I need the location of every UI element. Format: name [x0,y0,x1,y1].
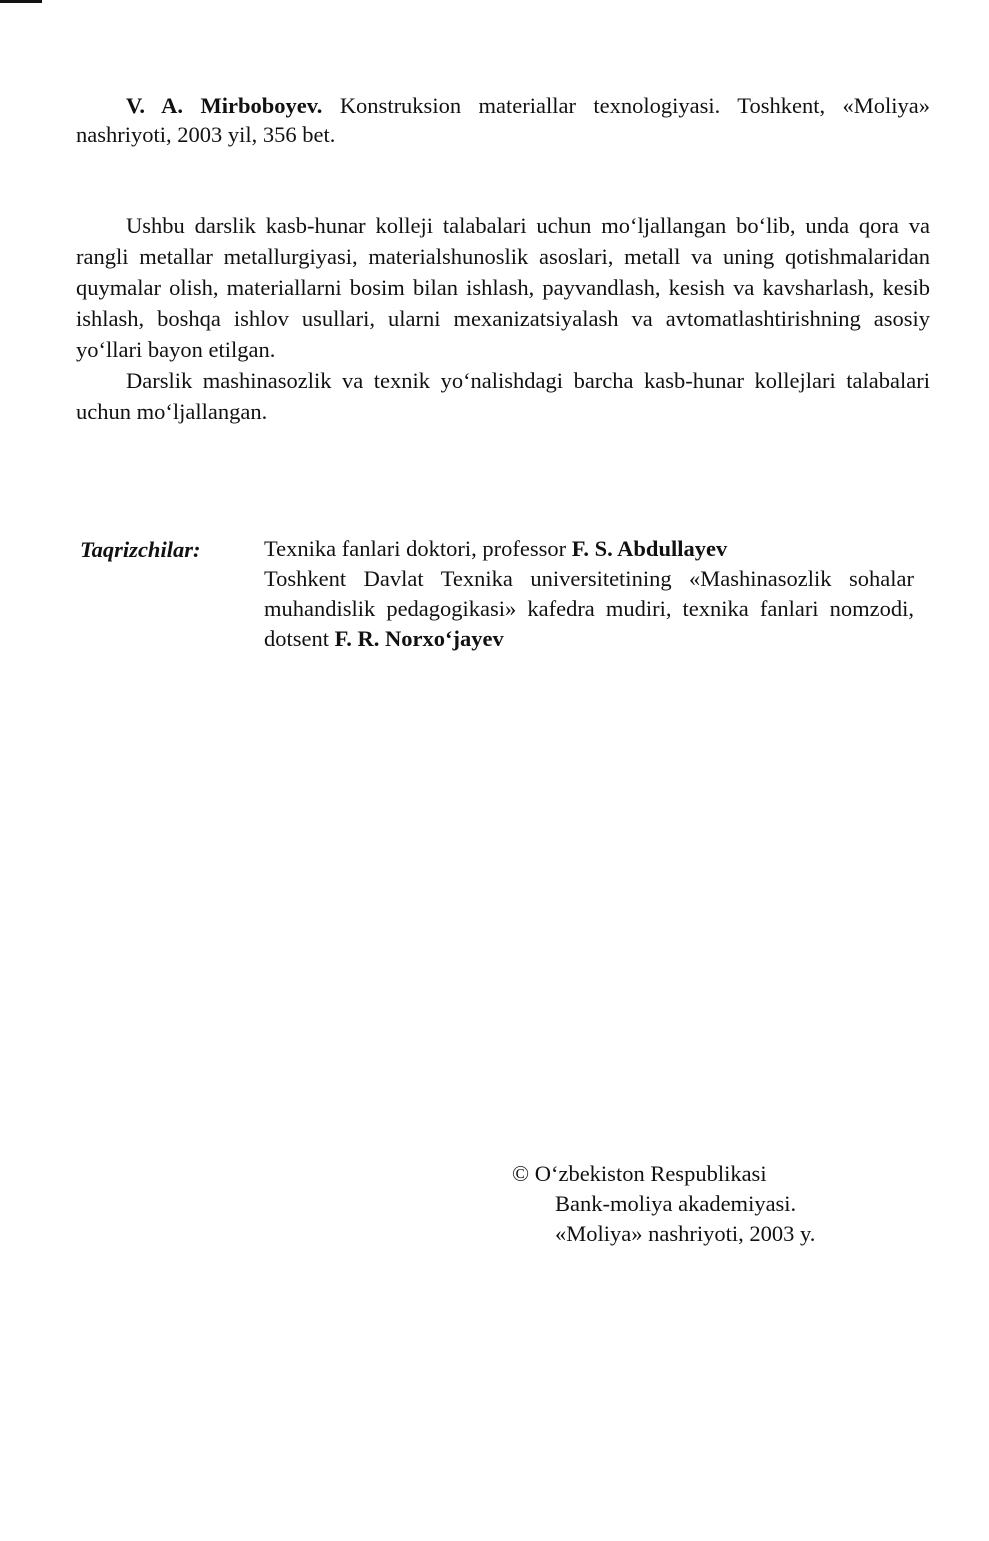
reviewer-entry [264,534,914,564]
reviewers-list [264,534,914,654]
bibliographic-entry [76,91,930,149]
abstract-paragraph: Darslik mashinasozlik va texnik yo‘nalishdagi barcha kasb-hunar kollejlari talabalari uchun mo‘ljallangan. [76,368,930,424]
reviewer-title: Texnika fanlari doktori, professor [264,536,572,561]
reviewer-entry [264,564,914,654]
copyright-block [512,1159,912,1249]
abstract-paragraph: Ushbu darslik kasb-hunar kolleji talabalari uchun mo‘ljallangan bo‘lib, unda qora va rangli metallar metallurgiyasi, materialshunoslik asoslari, metall va uning qotishmalaridan quymalar olish, materiallarni bosim bilan ishlash, payvandlash, kesish va kavsharlash, kesib ishlash, boshqa ishlov usullari, ularni mexanizatsiyalash va avtomatlashtirishning asosiy yo‘llari bayon etilgan. [76,213,930,362]
author-name: V. A. Mirboboyev. [126,93,323,118]
reviewer-title: Toshkent Davlat Texnika universitetining «Mashinasozlik sohalar muhandislik pedagogikasi» kafedra mudiri, texnika fanlari nomzodi, dotsent [264,566,914,651]
reviewer-name: F. R. Norxo‘jayev [334,626,504,651]
bibliographic-text: Konstruksion materiallar texnologiyasi. Toshkent, «Moliya» nashriyoti, 2003 yil, 356 bet. [76,93,931,147]
corner-scan-mark [0,0,42,3]
copyright-line: © O‘zbekiston Respublikasi [512,1161,767,1186]
reviewer-name: F. S. Abdullayev [571,536,728,561]
reviewers-label: Taqrizchilar: [80,537,201,562]
copyright-line: Bank-moliya akademiyasi. [555,1191,797,1216]
abstract-section [76,210,930,427]
copyright-line: «Moliya» nashriyoti, 2003 y. [555,1221,816,1246]
